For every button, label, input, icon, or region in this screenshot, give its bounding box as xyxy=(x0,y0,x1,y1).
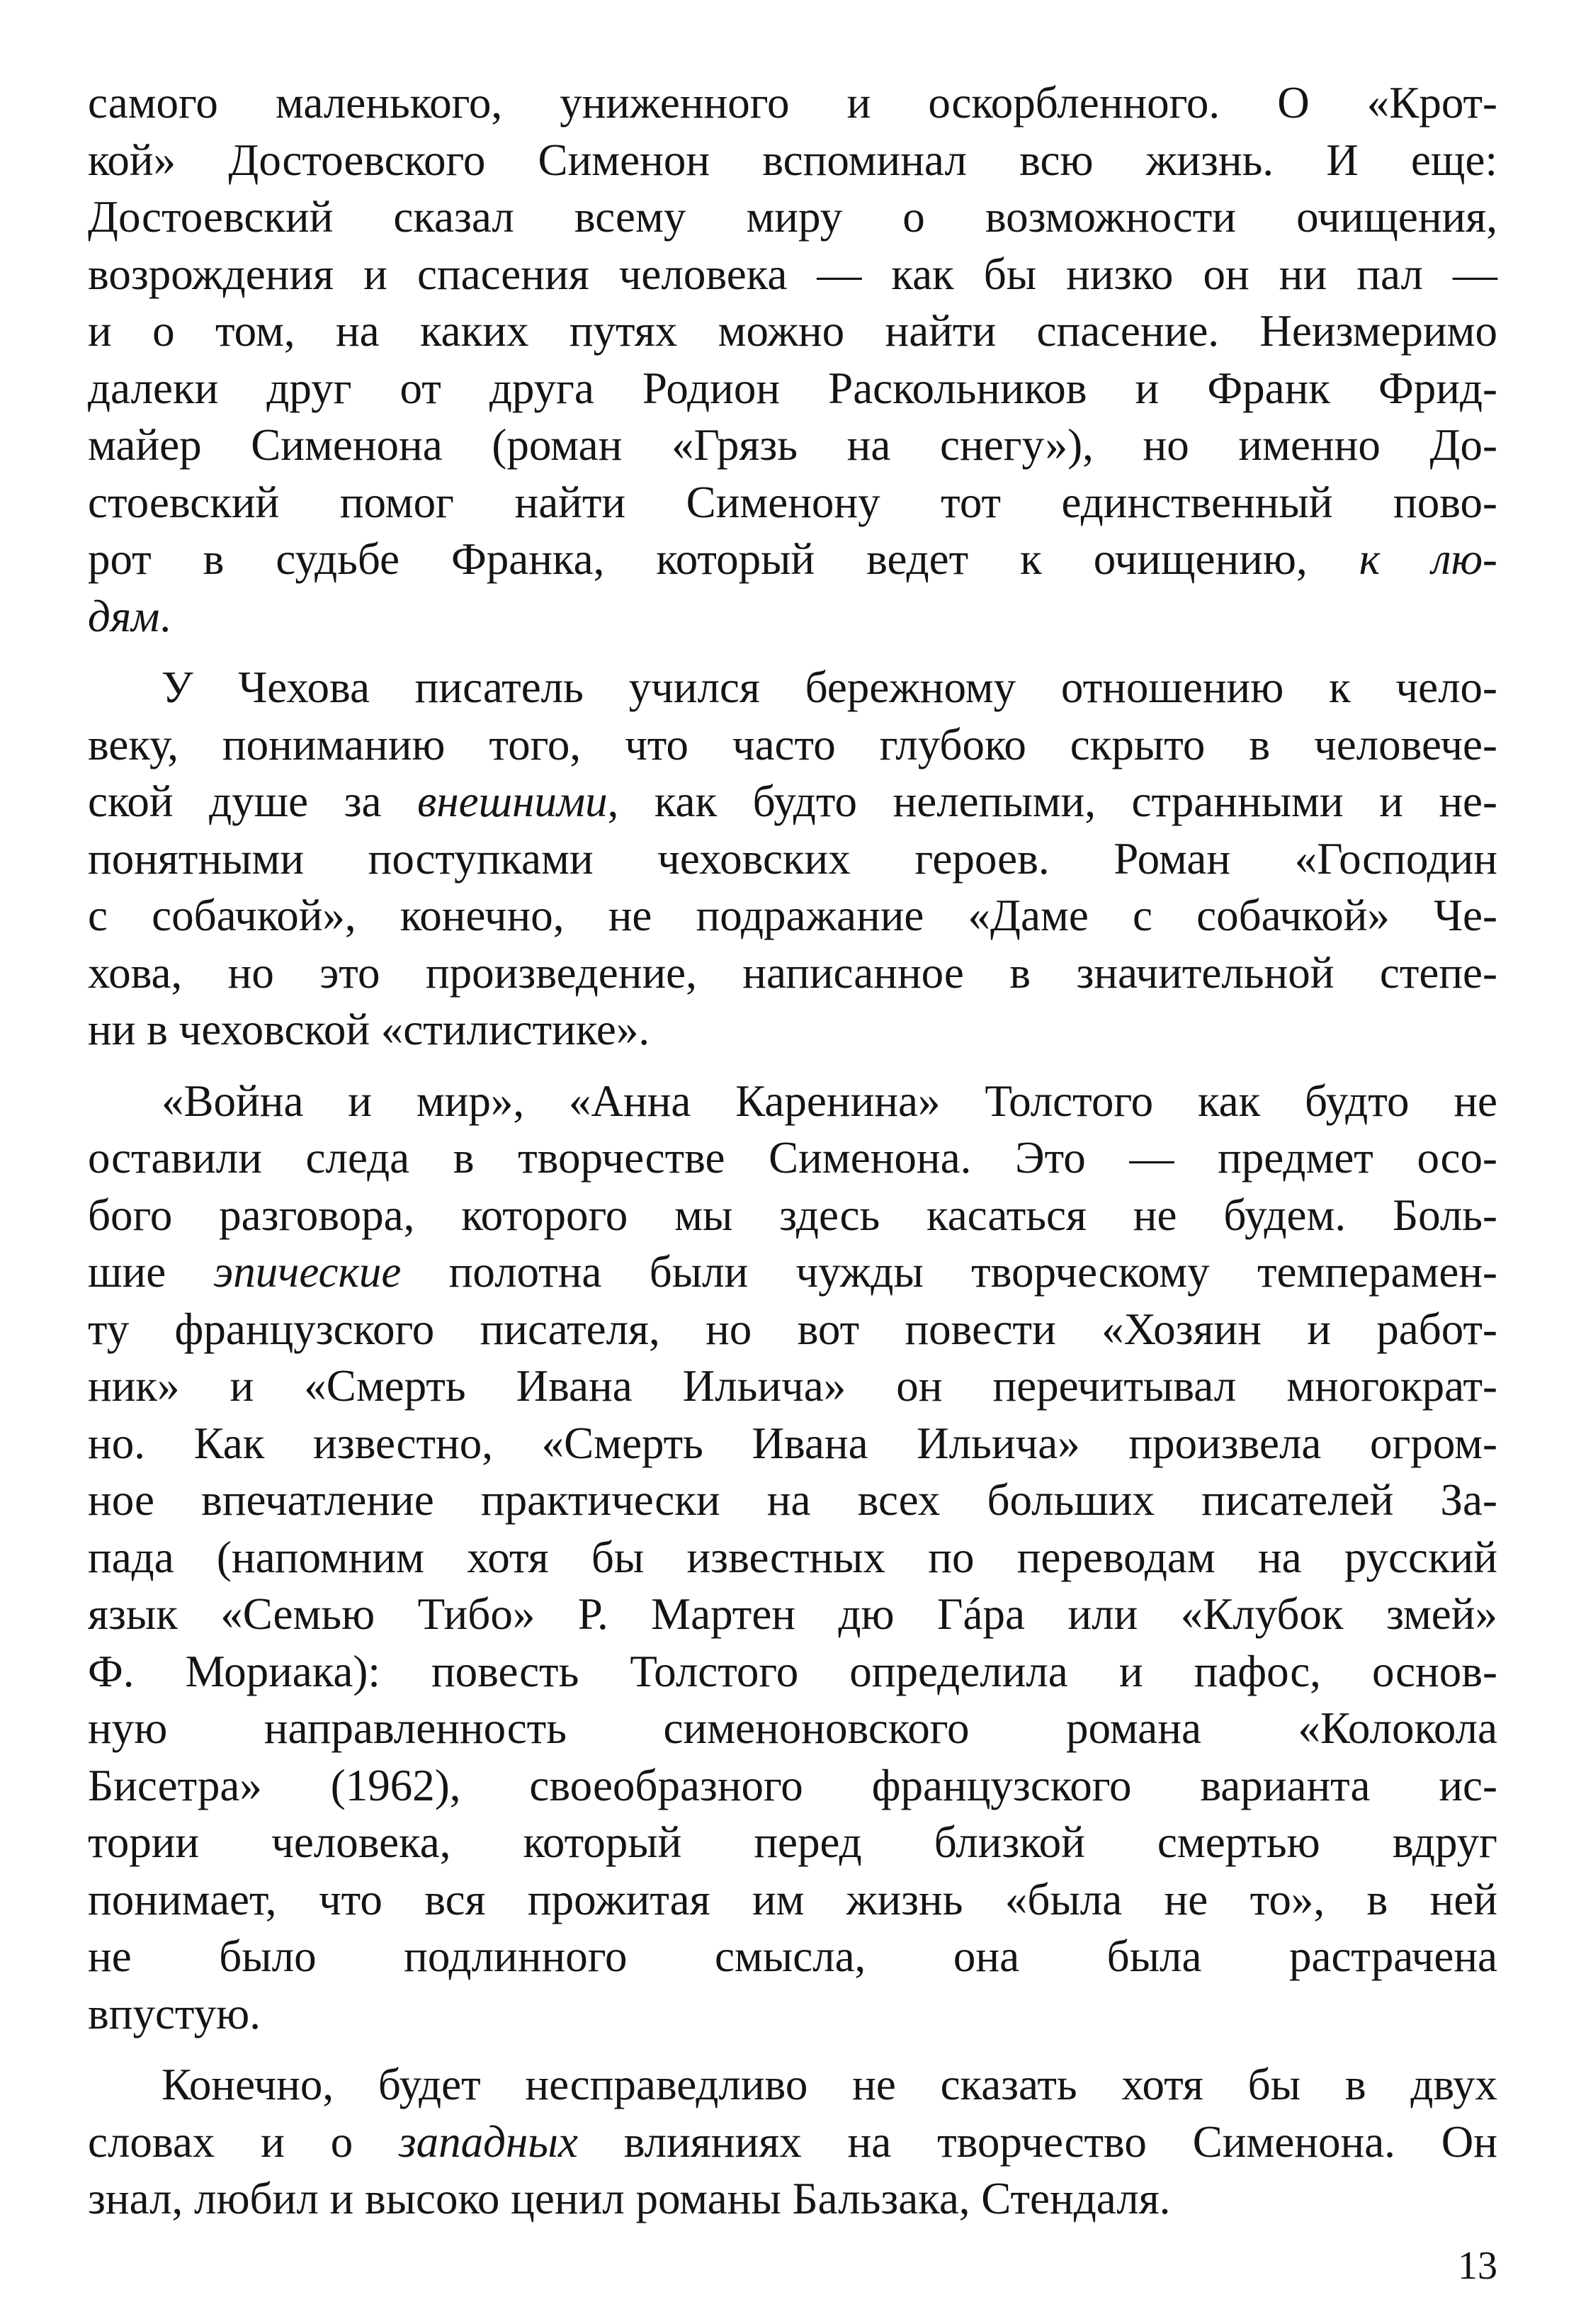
text-run: хова, но это произведение, написанное в значительной степе- xyxy=(88,947,1497,998)
text-run: полотна были чужды творческому темперамен- xyxy=(401,1247,1497,1297)
text-run: оставили следа в творчестве Сименона. Это — предмет осо- xyxy=(88,1133,1497,1183)
text-run: Бисетра» (1962), своеобразного французского варианта ис- xyxy=(88,1760,1497,1810)
italic-text-run: к лю- xyxy=(1359,534,1498,584)
text-line xyxy=(88,303,1497,360)
text-line xyxy=(88,474,1497,531)
text-line xyxy=(88,246,1497,303)
text-run: ской душе за xyxy=(88,777,418,826)
text-run: ное впечатление практически на всех больших писателей За- xyxy=(88,1475,1497,1525)
text-run: У Чехова писатель учился бережному отношению к чело- xyxy=(162,662,1497,712)
text-run: ни в чеховской «стилистике». xyxy=(88,1005,650,1054)
text-line xyxy=(88,1358,1497,1415)
text-run: , как будто нелепыми, странными и не- xyxy=(607,777,1497,826)
text-run: возрождения и спасения человека — как бы низко он ни пал — xyxy=(88,249,1497,299)
text-run: Конечно, будет несправедливо не сказать хотя бы в двух xyxy=(162,2060,1497,2109)
text-line xyxy=(88,2056,1497,2114)
italic-text-run: дям xyxy=(88,591,160,641)
text-line xyxy=(88,531,1497,588)
text-run: «Война и мир», «Анна Каренина» Толстого как будто не xyxy=(162,1076,1497,1126)
text-line xyxy=(88,1129,1497,1187)
text-run: ту французского писателя, но вот повести «Хозяин и работ- xyxy=(88,1304,1497,1354)
text-run: но. Как известно, «Смерть Ивана Ильича» произвела огром- xyxy=(88,1418,1497,1468)
text-run: . xyxy=(159,591,171,641)
text-line xyxy=(88,1814,1497,1871)
paragraph xyxy=(88,1073,1497,2043)
text-line xyxy=(88,659,1497,716)
text-line xyxy=(88,2170,1497,2228)
text-run: не было подлинного смысла, она была растрачена xyxy=(88,1931,1497,1981)
text-line xyxy=(88,1643,1497,1700)
italic-text-run: внешними xyxy=(417,777,608,826)
page-number: 13 xyxy=(1458,2244,1497,2288)
text-line xyxy=(88,1586,1497,1643)
text-run: пада (напомним хотя бы известных по переводам на русский xyxy=(88,1532,1497,1582)
text-line xyxy=(88,588,1497,645)
text-line xyxy=(88,1243,1497,1301)
text-line xyxy=(88,417,1497,474)
paragraph xyxy=(88,74,1497,645)
text-run: понимает, что вся прожитая им жизнь «была не то», в ней xyxy=(88,1874,1497,1924)
text-run: веку, пониманию того, что часто глубоко скрыто в человече- xyxy=(88,719,1497,769)
text-line xyxy=(88,188,1497,246)
text-run: шие xyxy=(88,1247,214,1297)
text-run: майер Сименона (роман «Грязь на снегу»), но именно До- xyxy=(88,420,1497,470)
text-line xyxy=(88,887,1497,944)
text-line xyxy=(88,1700,1497,1757)
text-line xyxy=(88,830,1497,888)
text-run: далеки друг от друга Родион Раскольников и Франк Фрид- xyxy=(88,363,1497,413)
page-body xyxy=(88,74,1497,2228)
text-run: и о том, на каких путях можно найти спасение. Неизмеримо xyxy=(88,306,1497,356)
text-line xyxy=(88,1415,1497,1472)
text-line xyxy=(88,1187,1497,1244)
text-line xyxy=(88,1985,1497,2043)
text-line xyxy=(88,1001,1497,1059)
paragraph xyxy=(88,2056,1497,2228)
text-run: ник» и «Смерть Ивана Ильича» он перечитывал многократ- xyxy=(88,1361,1497,1411)
italic-text-run: западных xyxy=(399,2116,578,2167)
text-line xyxy=(88,1529,1497,1586)
text-line xyxy=(88,773,1497,830)
text-run: Ф. Мориака): повесть Толстого определила и пафос, основ- xyxy=(88,1646,1497,1696)
text-run: с собачкой», конечно, не подражание «Даме с собачкой» Че- xyxy=(88,891,1497,940)
text-run: рот в судьбе Франка, который ведет к очищению, xyxy=(88,534,1359,584)
text-line xyxy=(88,1757,1497,1815)
text-run: стоевский помог найти Сименону тот единственный пово- xyxy=(88,477,1497,527)
text-run: словах и о xyxy=(88,2116,400,2167)
text-run: ную направленность сименоновского романа «Колокола xyxy=(88,1703,1497,1753)
text-run: кой» Достоевского Сименон вспоминал всю жизнь. И еще: xyxy=(88,135,1497,185)
text-line xyxy=(88,74,1497,132)
italic-text-run: эпические xyxy=(213,1247,402,1297)
text-line xyxy=(88,716,1497,774)
text-run: Достоевский сказал всему миру о возможности очищения, xyxy=(88,192,1497,242)
text-line xyxy=(88,1073,1497,1130)
text-run: понятными поступками чеховских героев. Роман «Господин xyxy=(88,833,1497,884)
text-line xyxy=(88,132,1497,189)
text-line xyxy=(88,2114,1497,2171)
text-run: влияниях на творчество Сименона. Он xyxy=(577,2116,1497,2167)
text-run: самого маленького, униженного и оскорбленного. О «Крот- xyxy=(88,78,1497,128)
text-run: бого разговора, которого мы здесь касаться не будем. Боль- xyxy=(88,1190,1497,1240)
text-column xyxy=(88,74,1497,2228)
text-line xyxy=(88,1871,1497,1929)
text-line xyxy=(88,360,1497,417)
text-run: знал, любил и высоко ценил романы Бальзака, Стендаля. xyxy=(88,2174,1171,2223)
text-run: тории человека, который перед близкой смертью вдруг xyxy=(88,1817,1497,1867)
text-run: впустую. xyxy=(88,1988,261,2038)
text-line xyxy=(88,1472,1497,1529)
text-line xyxy=(88,944,1497,1002)
paragraph xyxy=(88,659,1497,1059)
text-line xyxy=(88,1301,1497,1358)
text-run: язык «Семью Тибо» Р. Мартен дю Гáра или «Клубок змей» xyxy=(88,1589,1497,1639)
text-line xyxy=(88,1928,1497,1985)
